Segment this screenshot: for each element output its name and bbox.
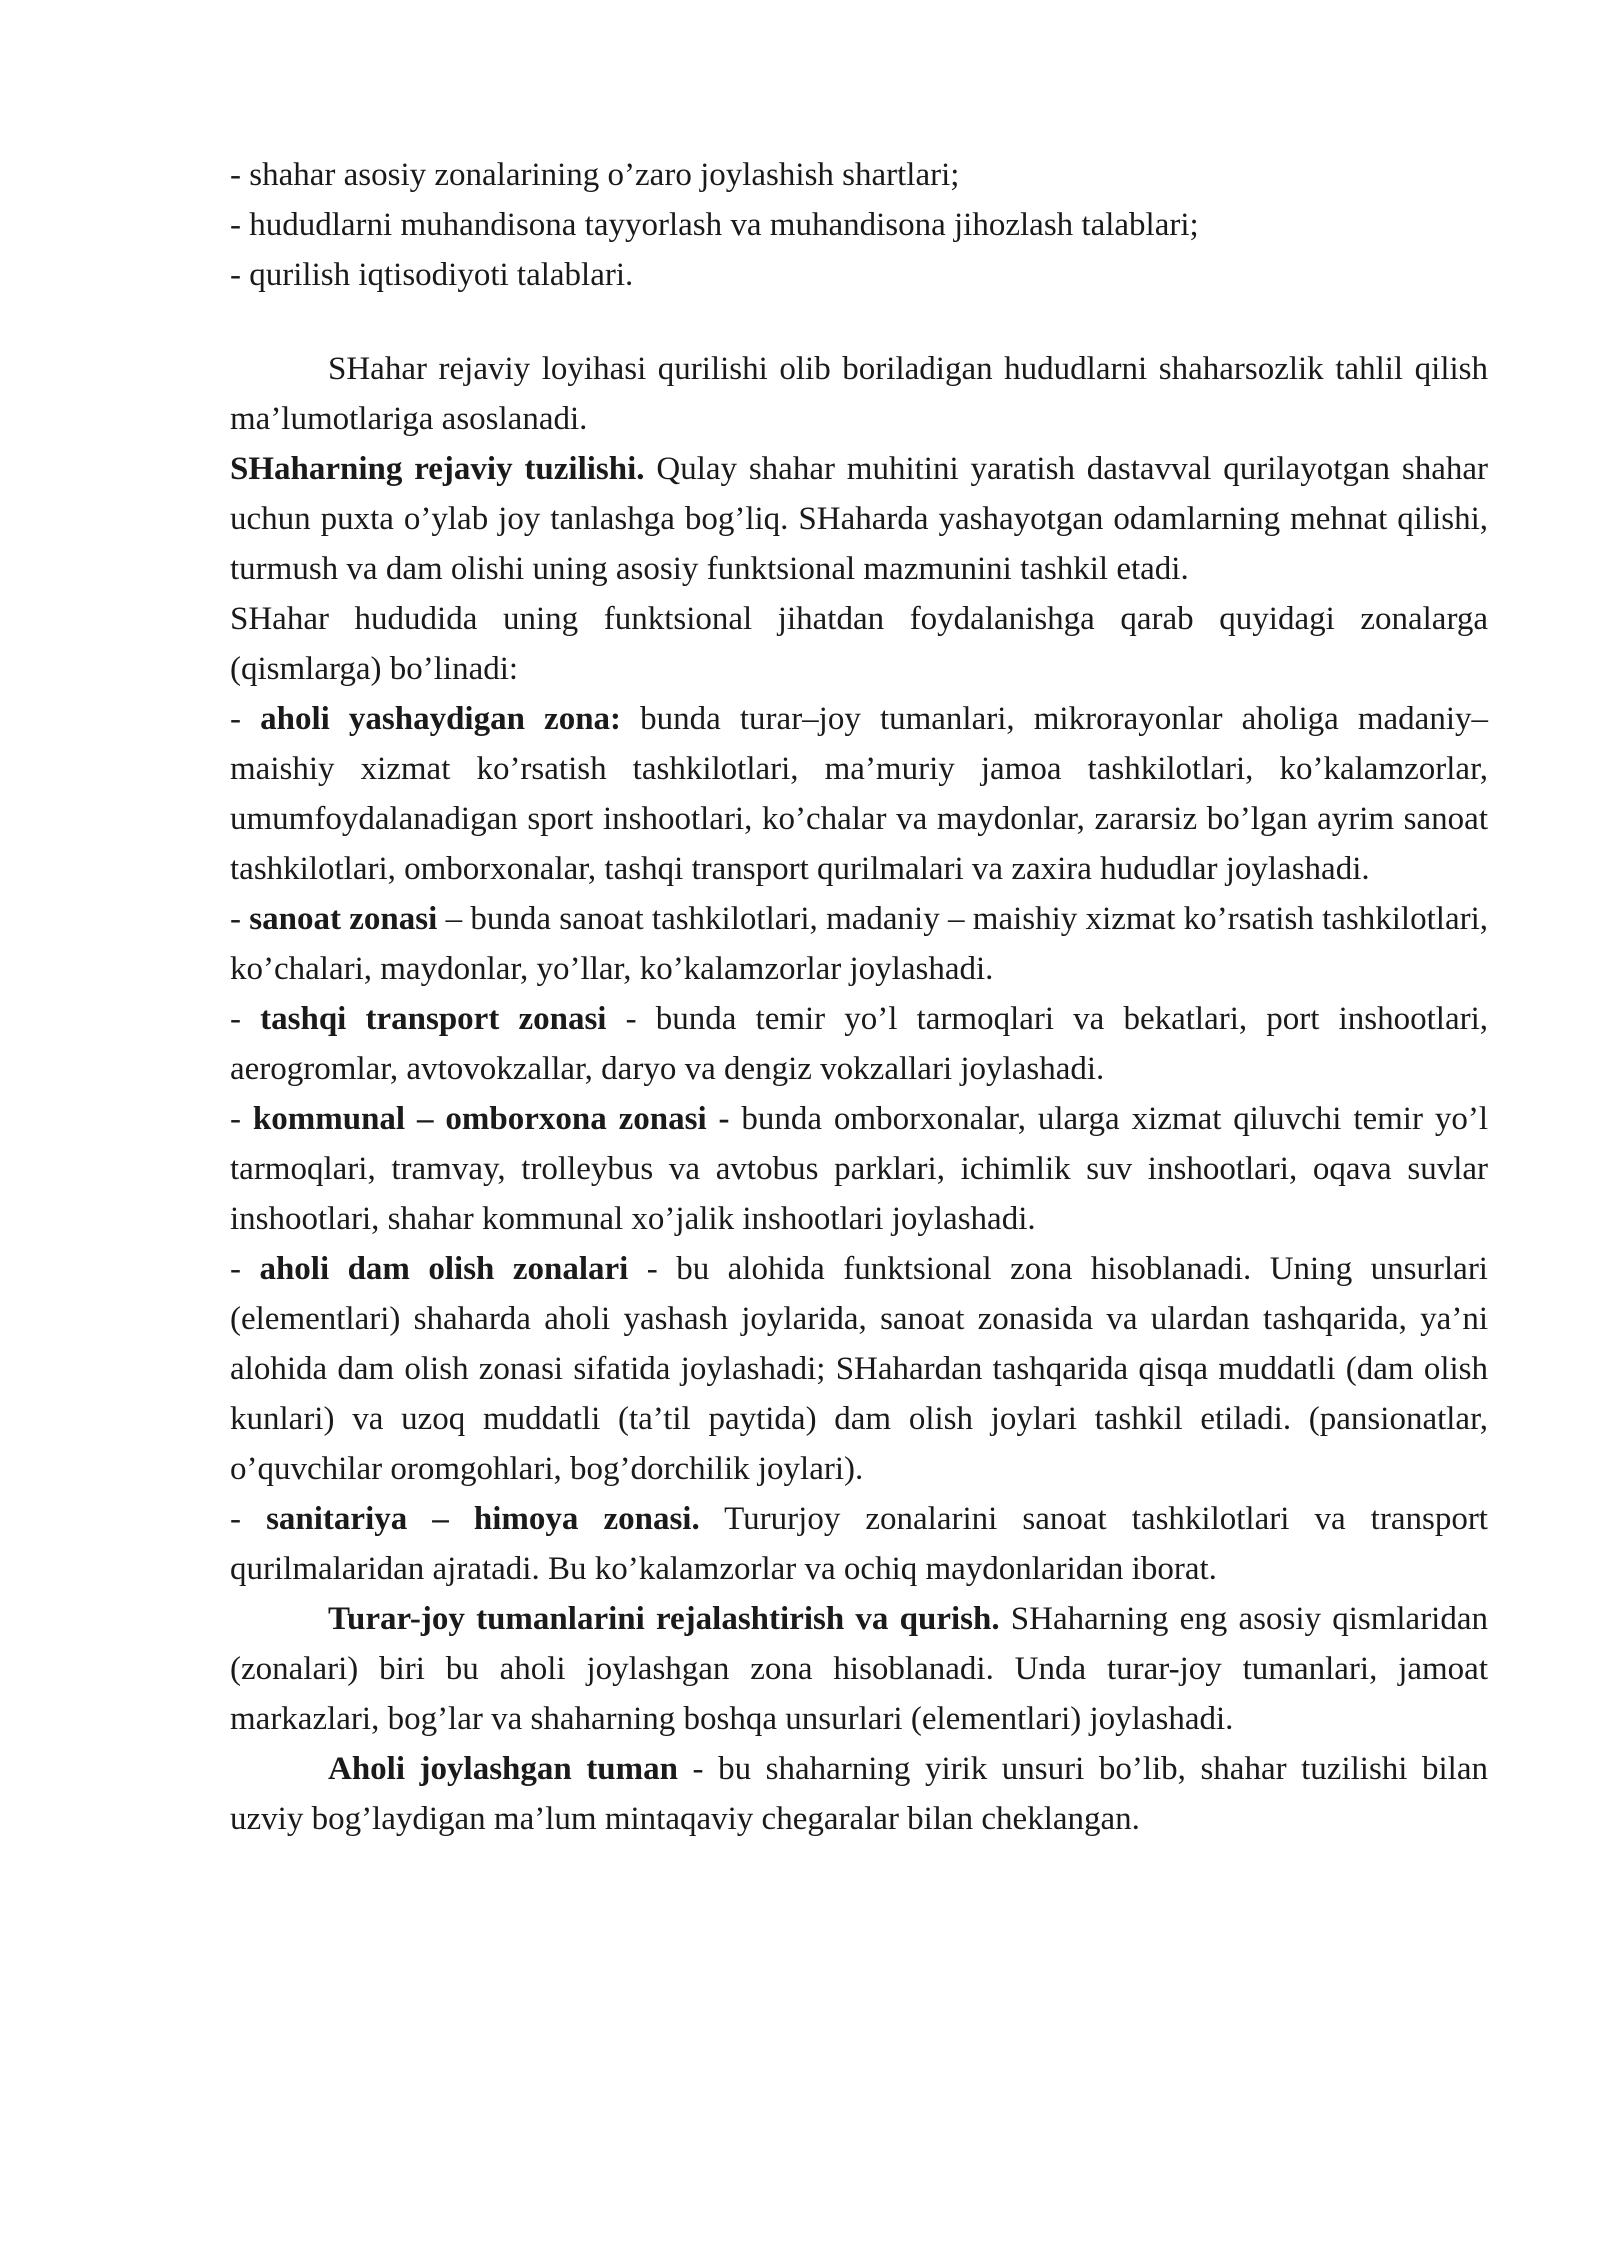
- paragraph-zones-intro: SHahar hududida uning funktsional jihatdan foydalanishga qarab quyidagi zonalarga (qismlarga) bo’linadi:: [230, 601, 1488, 687]
- zone-item-transport: [230, 994, 1488, 1094]
- paragraph-district: [230, 1744, 1488, 1844]
- paragraph-text: - bu shaharning yirik unsuri bo’lib, shahar tuzilishi bilan uzviy bog’laydigan ma’lum mintaqaviy chegaralar bilan cheklangan.: [230, 1751, 1488, 1837]
- spacer: [230, 300, 1488, 344]
- list-item: - hududlarni muhandisona tayyorlash va muhandisona jihozlash talablari;: [230, 207, 1199, 243]
- zone-text: bunda turar–joy tumanlari, mikrorayonlar aholiga madaniy–maishiy xizmat ko’rsatish tashkilotlari, ma’muriy jamoa tashkilotlari, ko’kalamzorlar, umumfoydalanadigan sport inshootlari, ko’chalar va maydonlar, zararsiz bo’lgan ayrim sanoat tashkilotlari, omborxonalar, tashqi transport qurilmalari va zaxira hududlar joylashadi.: [230, 701, 1488, 887]
- paragraph-structure: [230, 444, 1488, 594]
- zone-prefix: -: [230, 701, 261, 737]
- paragraph-intro: SHahar rejaviy loyihasi qurilishi olib boriladigan hududlarni shaharsozlik tahlil qilish ma’lumotlariga asoslanadi.: [230, 351, 1488, 437]
- zone-text: bunda omborxonalar, ularga xizmat qiluvchi temir yo’l tarmoqlari, tramvay, trolleybus va avtobus parklari, ichimlik suv inshootlari, oqava suvlar inshootlari, shahar kommunal xo’jalik inshootlari joylashadi.: [230, 1101, 1488, 1237]
- zone-prefix: -: [230, 1501, 267, 1537]
- zone-title: tashqi transport zonasi: [260, 1001, 607, 1037]
- paragraph-text: SHaharning eng asosiy qismlaridan (zonalari) biri bu aholi joylashgan zona hisoblanadi. Unda turar-joy tumanlari, jamoat markazlari, bog’lar va shaharning boshqa unsurlari (elementlari) joylashadi.: [230, 1601, 1488, 1737]
- zone-item-communal: [230, 1094, 1488, 1244]
- zone-title: sanitariya – himoya zonasi.: [266, 1501, 700, 1537]
- zone-text: - bu alohida funktsional zona hisoblanadi. Uning unsurlari (elementlari) shaharda aholi yashash joylarida, sanoat zonasida va ulardan tashqarida, ya’ni alohida dam olish zonasi sifatida joylashadi; SHahardan tashqarida qisqa muddatli (dam olish kunlari) va uzoq muddatli (ta’til paytida) dam olish joylari tashkil etiladi. (pansionatlar, o’quvchilar oromgohlari, bog’dorchilik joylari).: [230, 1251, 1488, 1487]
- zone-prefix: -: [230, 1001, 261, 1037]
- zone-text: - bunda temir yo’l tarmoqlari va bekatlari, port inshootlari, aerogromlar, avtovokzallar, daryo va dengiz vokzallari joylashadi.: [230, 1001, 1488, 1087]
- document-page: [230, 150, 1488, 1844]
- zone-item-residential: [230, 694, 1488, 894]
- zone-title: aholi dam olish zonalari: [259, 1251, 629, 1287]
- zone-item-recreation: [230, 1244, 1488, 1494]
- zone-prefix: -: [230, 1101, 253, 1137]
- zone-title: aholi yashaydigan zona:: [260, 701, 622, 737]
- zone-prefix: -: [230, 1251, 260, 1287]
- paragraph-text: Qulay shahar muhitini yaratish dastavval qurilayotgan shahar uchun puxta o’ylab joy tanlashga bog’liq. SHaharda yashayotgan odamlarning mehnat qilishi, turmush va dam olishi uning asosiy funktsional mazmunini tashkil etadi.: [230, 451, 1488, 587]
- zone-title: kommunal – omborxona zonasi -: [252, 1101, 730, 1137]
- heading-district: Aholi joylashgan tuman: [328, 1751, 678, 1787]
- zone-item-industrial: [230, 894, 1488, 994]
- heading-residential: Turar-joy tumanlarini rejalashtirish va qurish.: [328, 1601, 1000, 1637]
- zone-text: Tururjoy zonalarini sanoat tashkilotlari va transport qurilmalaridan ajratadi. Bu ko’kalamzorlar va ochiq maydonlaridan iborat.: [230, 1501, 1488, 1587]
- list-item: - qurilish iqtisodiyoti talablari.: [230, 257, 634, 293]
- zone-title: sanoat zonasi: [249, 901, 438, 937]
- heading-structure: SHaharning rejaviy tuzilishi.: [230, 451, 645, 487]
- list-item: - shahar asosiy zonalarining o’zaro joylashish shartlari;: [230, 157, 960, 193]
- paragraph-residential: [230, 1594, 1488, 1744]
- zone-text: – bunda sanoat tashkilotlari, madaniy – maishiy xizmat ko’rsatish tashkilotlari, ko’chalari, maydonlar, yo’llar, ko’kalamzorlar joylashadi.: [230, 901, 1488, 987]
- zone-item-sanitary: [230, 1494, 1488, 1594]
- zone-prefix: -: [230, 901, 250, 937]
